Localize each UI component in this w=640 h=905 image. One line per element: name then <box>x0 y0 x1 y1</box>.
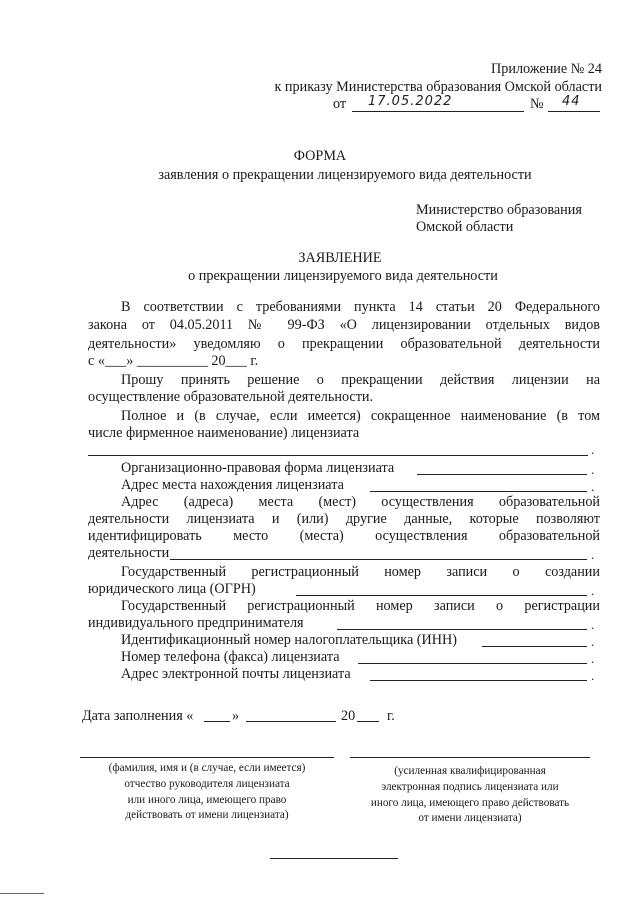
ogrnip-line-1: Государственный регистрационный номер записи о регистрации <box>121 598 600 614</box>
phone-label: Номер телефона (факса) лицензиата <box>121 649 340 665</box>
fill-date-day-field[interactable] <box>204 721 230 722</box>
order-date-handwritten: 17.05.2022 <box>368 94 453 109</box>
address-label: Адрес места нахождения лицензиата <box>121 477 344 493</box>
signer-name-field[interactable] <box>80 757 334 758</box>
org-form-label: Организационно-правовая форма лицензиата <box>121 460 395 476</box>
body-p1-line-4: с «___» __________ 20___ г. <box>88 353 259 369</box>
body-p3-line-1: Полное и (в случае, если имеется) сокращенное наименование (в том <box>121 408 600 424</box>
bottom-separator <box>270 858 398 859</box>
activity-address-line-3: идентифицировать место (места) осуществления образовательной <box>88 528 600 544</box>
signer-caption-2: отчество руководителя лицензиата <box>124 778 290 790</box>
addressee-line-2: Омской области <box>416 219 514 235</box>
ogrnip-line-2: индивидуального предпринимателя <box>88 615 304 631</box>
appendix-label: Приложение № 24 <box>491 61 602 77</box>
ogrnip-field[interactable] <box>337 629 587 630</box>
body-p1-line-2: закона от 04.05.2011 № 99-ФЗ «О лицензировании отдельных видов <box>88 317 600 333</box>
activity-address-line-4: деятельности <box>88 545 170 561</box>
fill-date-year-prefix: 20 <box>341 708 356 724</box>
activity-address-field[interactable] <box>170 559 587 560</box>
order-reference: к приказу Министерства образования Омской области <box>274 79 602 95</box>
ogrn-line-2: юридического лица (ОГРН) <box>88 581 256 597</box>
ogrn-field[interactable] <box>296 595 587 596</box>
phone-field[interactable] <box>358 663 587 664</box>
body-p1-line-1: В соответствии с требованиями пункта 14 статьи 20 Федерального <box>121 299 600 315</box>
form-subtitle: заявления о прекращении лицензируемого вида деятельности <box>158 167 532 183</box>
inn-label: Идентификационный номер налогоплательщика (ИНН) <box>121 632 457 648</box>
order-number-line <box>548 111 600 112</box>
signature-caption-2: электронная подпись лицензиата или <box>381 781 559 793</box>
activity-address-line-1: Адрес (адреса) места (мест) осуществления образовательной <box>121 494 600 510</box>
signature-field[interactable] <box>350 757 590 758</box>
order-date-line <box>352 111 524 112</box>
signature-caption-1: (усиленная квалифицированная <box>394 765 546 777</box>
body-p2-line-2: осуществление образовательной деятельности. <box>88 389 374 405</box>
activity-address-line-2: деятельности лицензиата и (или) другие данные, которые позволяют <box>88 511 600 527</box>
form-title: ФОРМА <box>293 148 347 164</box>
org-form-field[interactable] <box>417 474 587 475</box>
body-p1-line-3: деятельности» уведомляю о прекращении образовательной деятельности <box>88 336 600 352</box>
signer-caption-1: (фамилия, имя и (в случае, если имеется) <box>108 762 306 774</box>
statement-subtitle: о прекращении лицензируемого вида деятельности <box>188 268 498 284</box>
addressee-line-1: Министерство образования <box>416 202 582 218</box>
statement-title: ЗАЯВЛЕНИЕ <box>298 250 382 266</box>
address-field[interactable] <box>370 491 587 492</box>
signature-caption-3: иного лица, имеющего право действовать <box>370 797 570 809</box>
order-date-label: от <box>333 96 347 112</box>
order-number-handwritten: 44 <box>562 94 581 109</box>
body-p2-line-1: Прошу принять решение о прекращении действия лицензии на <box>121 372 600 388</box>
signer-caption-3: или иного лица, имеющего право <box>127 794 287 806</box>
fill-date-year-field[interactable] <box>357 721 379 722</box>
licensee-name-field[interactable] <box>88 455 588 456</box>
signer-caption-4: действовать от имени лицензиата) <box>125 809 289 821</box>
ogrn-line-1: Государственный регистрационный номер записи о создании <box>121 564 600 580</box>
fill-date-month-field[interactable] <box>246 721 336 722</box>
inn-field[interactable] <box>482 646 587 647</box>
footnote-separator <box>0 893 44 894</box>
fill-date-label: Дата заполнения « <box>82 708 194 724</box>
fill-date-close-quote: » <box>232 708 240 724</box>
signature-caption-4: от имени лицензиата) <box>418 812 522 824</box>
body-p3-line-2: числе фирменное наименование) лицензиата <box>88 425 360 441</box>
fill-date-g: г. <box>387 708 395 724</box>
email-label: Адрес электронной почты лицензиата <box>121 666 351 682</box>
order-number-label: № <box>530 96 544 112</box>
email-field[interactable] <box>370 680 587 681</box>
